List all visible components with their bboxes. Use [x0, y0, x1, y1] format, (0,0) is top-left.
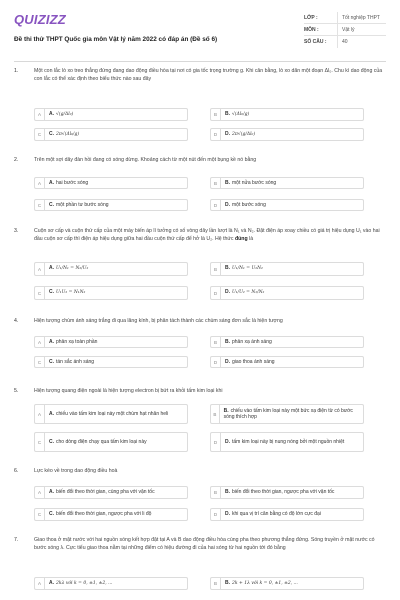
option-c[interactable]	[34, 199, 188, 211]
option-value: chiếu vào tấm kim loại này một chùm hạt nhân heli	[56, 410, 169, 417]
option-formula: 2kλ với k = 0, ±1, ±2, ...	[56, 580, 113, 586]
option-text	[221, 439, 344, 446]
question-7	[14, 537, 386, 597]
option-value: khi qua vị trí cân bằng có độ lớn cực đại	[232, 511, 321, 518]
question-number: 6.	[14, 468, 19, 474]
option-lead: A.	[49, 579, 54, 586]
option-lead: A.	[49, 338, 54, 345]
option-letter: A	[35, 487, 45, 498]
option-a[interactable]	[34, 108, 188, 121]
question-text: Một con lắc lò xo treo thẳng đứng đang dao động điều hòa tại nơi có gia tốc trọng trường g. Khi cân bằng, lò xo dãn một đoạn Δl₀. Chu kì dao động của con lắc có thể xác định theo biểu thức nào sau đây	[34, 68, 383, 82]
option-c[interactable]	[34, 286, 188, 300]
option-letter: C	[35, 129, 45, 140]
option-b[interactable]	[210, 486, 364, 499]
option-value: phản xạ toàn phần	[56, 338, 98, 345]
option-text	[221, 511, 321, 518]
option-text	[45, 111, 73, 119]
option-a[interactable]	[34, 404, 188, 424]
option-lead: B.	[225, 579, 230, 586]
option-text	[221, 289, 264, 297]
question-text-end: là	[249, 235, 254, 242]
option-letter: B	[211, 337, 221, 347]
quizizz-logo: QUIZIZZ	[14, 12, 66, 27]
option-text	[45, 265, 88, 273]
option-d[interactable]	[210, 199, 364, 211]
option-value: biến đổi theo thời gian, ngược pha với li độ	[56, 511, 152, 518]
meta-value: Tốt nghiệp THPT	[342, 14, 380, 21]
option-lead: D.	[225, 358, 230, 365]
option-lead: D.	[225, 130, 230, 137]
option-letter: D	[211, 287, 221, 299]
option-lead: C.	[49, 358, 54, 365]
option-text	[221, 180, 276, 187]
question-3	[14, 228, 386, 303]
option-text	[45, 339, 97, 346]
question-text: Giao thoa ở mặt nước với hai nguồn sóng kết hợp đặt tại A và B dao động điều hòa cùng pha theo phương thẳng đứng. Sóng truyền ở mặt nước có bước sóng λ. Cực tiểu giao thoa nằm tại những điểm có hiệu đường đi của hai sóng từ hai nguồn tới đó bằng	[34, 537, 375, 551]
option-text	[221, 489, 334, 496]
question-text: Trên một sợi dây đàn hồi đang có sóng dừng. Khoảng cách từ một nút đến một bụng kề nó bằng	[34, 157, 257, 163]
option-text	[45, 131, 79, 139]
option-lead: A.	[49, 265, 54, 272]
option-value: một nửa bước sóng	[232, 179, 277, 186]
option-text	[45, 580, 112, 588]
option-a[interactable]	[34, 486, 188, 499]
option-value: một phần tư bước sóng	[56, 201, 109, 208]
option-letter: D	[211, 357, 221, 367]
header-divider	[14, 61, 386, 62]
option-letter: D	[211, 509, 221, 520]
option-letter: B	[211, 109, 221, 120]
option-letter: C	[35, 433, 45, 451]
option-letter: C	[35, 509, 45, 520]
option-lead: B.	[225, 179, 230, 186]
option-lead: D.	[225, 289, 230, 296]
option-formula: U₁U₂ = N₁N₂	[56, 290, 86, 296]
question-text: Lực kéo về trong dao động điều hoà	[34, 468, 118, 474]
question-text-main: Cuộn sơ cấp và cuộn thứ cấp của một máy biến áp lí tưởng có số vòng dây lần lượt là N₁ và N₂. Đặt điện áp xoay chiều có giá trị hiệu dụng U₁ vào hai đầu cuộn sơ cấp thì điện áp hiệu dụng giữa hai đầu cuộn thứ cấp để hở là U₂. Hệ thức	[34, 228, 380, 242]
option-text	[45, 359, 94, 366]
option-value: tấm kim loại này bị nung nóng bởi một nguồn nhiệt	[232, 438, 345, 445]
option-letter: B	[211, 178, 221, 188]
meta-label: SỐ CÂU :	[304, 39, 327, 45]
option-value: cho dòng điện chạy qua tấm kim loại này	[56, 438, 147, 445]
option-formula: 2π√(g/Δl₀)	[232, 131, 256, 137]
option-letter: A	[35, 405, 45, 423]
option-d[interactable]	[210, 286, 364, 300]
option-lead: A.	[49, 110, 54, 117]
question-5	[14, 388, 386, 463]
question-number: 4.	[14, 318, 19, 324]
question-number: 5.	[14, 388, 19, 394]
question-number: 1.	[14, 68, 19, 74]
option-letter: C	[35, 200, 45, 210]
option-text	[45, 289, 85, 297]
option-letter: B	[211, 487, 221, 498]
question-2	[14, 157, 386, 217]
option-value: tán sắc ánh sáng	[56, 358, 95, 365]
option-text	[221, 339, 272, 346]
option-text	[45, 180, 88, 187]
option-letter: A	[35, 578, 45, 589]
question-6	[14, 468, 386, 528]
option-formula: √(Δl₀/g)	[232, 111, 250, 117]
option-formula: U₁/N₁ = U₂N₂	[232, 266, 263, 272]
option-formula: 2π√(Δl₀/g)	[56, 131, 80, 137]
option-letter: C	[35, 357, 45, 367]
option-formula: 2k + 1λ với k = 0, ±1, ±2, ...	[232, 580, 298, 586]
document-header	[14, 12, 386, 58]
question-text: Hiện tượng chùm ánh sáng trắng đi qua lăng kính, bị phân tách thành các chùm sáng đơn sắc là hiện tượng	[34, 318, 283, 324]
meta-value: Vật lý	[342, 26, 355, 33]
option-lead: B.	[225, 338, 230, 345]
option-formula: √(g/Δl₀)	[56, 111, 74, 117]
option-lead: C.	[49, 201, 54, 208]
option-lead: D.	[225, 511, 230, 518]
option-value: biến đổi theo thời gian, cùng pha với vận tốc	[56, 489, 155, 496]
meta-label: MÔN :	[304, 26, 319, 33]
meta-value: 40	[342, 39, 348, 45]
option-value: hai bước sóng	[56, 179, 89, 186]
meta-row-count	[304, 36, 386, 48]
meta-label: LỚP :	[304, 14, 318, 21]
option-b[interactable]	[210, 262, 364, 276]
meta-row-subject	[304, 24, 386, 36]
option-text	[221, 265, 263, 273]
option-text	[45, 439, 147, 446]
option-letter: A	[35, 109, 45, 120]
option-lead: A.	[49, 410, 54, 417]
option-text	[221, 131, 255, 139]
option-letter: D	[211, 433, 221, 451]
option-value: chiếu vào tấm kim loại này một bức xạ điện từ có bước sóng thích hợp	[223, 407, 353, 420]
option-value: một bước sóng	[232, 201, 266, 208]
option-letter: B	[211, 263, 221, 275]
option-text	[45, 411, 168, 418]
option-d[interactable]	[210, 508, 364, 521]
option-a[interactable]	[34, 177, 188, 189]
option-b[interactable]	[210, 177, 364, 189]
option-a[interactable]	[34, 336, 188, 348]
option-b[interactable]	[210, 577, 364, 590]
option-c[interactable]	[34, 128, 188, 141]
option-lead: D.	[225, 201, 230, 208]
option-lead: B.	[225, 265, 230, 272]
option-lead: A.	[49, 489, 54, 496]
document-title: Đề thi thử THPT Quốc gia môn Vật lý năm 2022 có đáp án (Đề số 6)	[14, 36, 218, 43]
option-value: phản xạ ánh sáng	[232, 338, 272, 345]
option-d[interactable]	[210, 432, 364, 452]
option-c[interactable]	[34, 432, 188, 452]
question-4	[14, 318, 386, 378]
option-text	[221, 359, 275, 366]
question-number: 2.	[14, 157, 19, 163]
option-c[interactable]	[34, 508, 188, 521]
option-a[interactable]	[34, 262, 188, 276]
meta-table	[304, 12, 386, 48]
option-text	[45, 511, 151, 518]
question-text	[34, 228, 386, 243]
option-text	[221, 580, 298, 588]
option-text	[221, 111, 249, 119]
question-1	[14, 68, 386, 143]
option-letter: D	[211, 200, 221, 210]
option-letter: A	[35, 178, 45, 188]
option-b[interactable]	[210, 404, 364, 424]
option-a[interactable]	[34, 577, 188, 590]
option-formula: U₁/U₂ = N₁/N₂	[232, 290, 265, 296]
option-value: biến đổi theo thời gian, ngược pha với vận tốc	[232, 489, 335, 496]
option-lead: B.	[223, 407, 229, 414]
option-letter: C	[35, 287, 45, 299]
meta-row-class	[304, 12, 386, 24]
option-d[interactable]	[210, 356, 364, 368]
question-text-emphasis: đúng	[234, 235, 248, 242]
option-value: giao thoa ánh sáng	[232, 358, 275, 365]
option-lead: D.	[225, 438, 230, 445]
option-lead: C.	[49, 511, 54, 518]
question-text: Hiện tượng quang điện ngoài là hiện tượng electron bị bứt ra khỏi tấm kim loại khi	[34, 388, 223, 394]
option-letter: D	[211, 129, 221, 140]
option-lead: C.	[49, 438, 54, 445]
option-b[interactable]	[210, 108, 364, 121]
option-letter: B	[211, 405, 220, 423]
option-letter: A	[35, 263, 45, 275]
option-letter: A	[35, 337, 45, 347]
option-c[interactable]	[34, 356, 188, 368]
option-lead: C.	[49, 130, 54, 137]
option-lead: B.	[225, 489, 230, 496]
option-text	[221, 202, 266, 209]
option-d[interactable]	[210, 128, 364, 141]
option-lead: A.	[49, 179, 54, 186]
option-text	[45, 489, 155, 496]
option-b[interactable]	[210, 336, 364, 348]
option-text	[45, 202, 109, 209]
question-number: 3.	[14, 228, 19, 234]
meta-divider	[337, 12, 338, 48]
option-lead: C.	[49, 289, 54, 296]
option-formula: U₁/N₁ = N₂/U₂	[56, 266, 89, 272]
option-letter: B	[211, 578, 221, 589]
option-text	[220, 408, 363, 421]
option-lead: B.	[225, 110, 230, 117]
question-number: 7.	[14, 537, 19, 543]
